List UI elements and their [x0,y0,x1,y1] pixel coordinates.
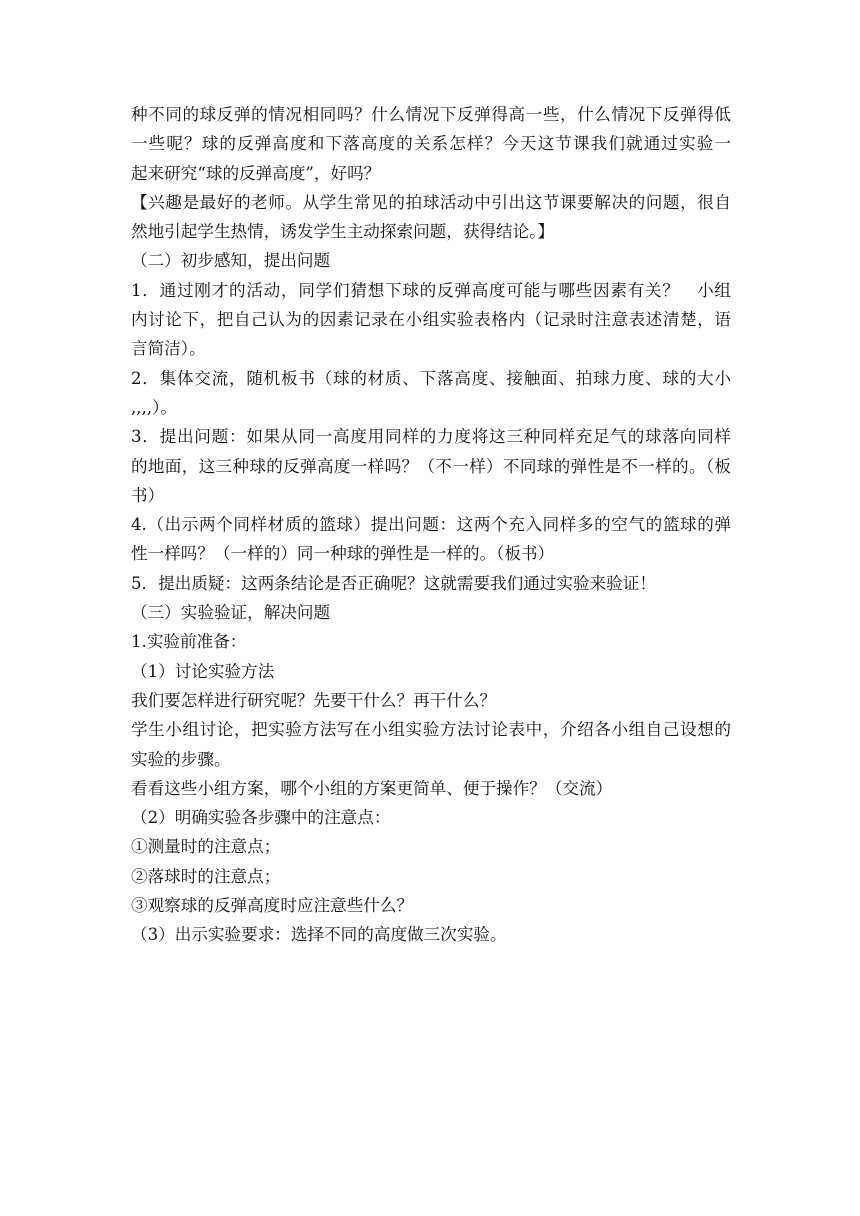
paragraph-line: ,,,,）。 [131,397,177,417]
paragraph-line: 我们要怎样进行研究呢？先要干什么？再干什么？ [131,690,497,710]
paragraph-line: 性一样吗？（一样的）同一种球的弹性是一样的。（板书） [131,544,555,564]
sub-heading: （3）出示实验要求：选择不同的高度做三次实验。 [131,925,507,945]
numbered-item: 5．提出质疑：这两条结论是否正确呢？这就需要我们通过实验来验证！ [131,573,656,593]
numbered-item: 1.实验前准备： [131,632,247,652]
numbered-item: 3．提出问题：如果从同一高度用同样的力度将这三种同样充足气的球落向同样 [131,427,731,447]
numbered-item: 2．集体交流，随机板书（球的材质、下落高度、接触面、拍球力度、球的大小 [131,368,731,388]
commentary-line: 【兴趣是最好的老师。从学生常见的拍球活动中引出这节课要解决的问题，很自 [131,192,731,212]
paragraph-line: 种不同的球反弹的情况相同吗？什么情况下反弹得高一些，什么情况下反弹得低 [131,105,731,124]
sub-heading: （1）讨论实验方法 [131,661,275,681]
numbered-item: 4.（出示两个同样材质的篮球）提出问题：这两个充入同样多的空气的篮球的弹 [131,515,731,535]
section-heading: （三）实验验证，解决问题 [131,603,331,623]
list-item: ③观察球的反弹高度时应注意些什么？ [131,896,414,916]
paragraph-line: 言简洁）。 [131,339,206,359]
numbered-item: 1．通过刚才的活动，同学们猜想下球的反弹高度可能与哪些因素有关？ 小组 [131,280,731,300]
document-page [131,100,731,950]
list-item: ①测量时的注意点； [131,837,281,857]
paragraph-line: 学生小组讨论，把实验方法写在小组实验方法讨论表中，介绍各小组自己设想的 [131,720,731,740]
paragraph-line: 书） [131,485,165,505]
section-heading: （二）初步感知，提出问题 [131,251,331,271]
list-item: ②落球时的注意点； [131,866,281,886]
paragraph-line: 起来研究“球的反弹高度”，好吗？ [131,163,381,183]
paragraph-line: 看看这些小组方案，哪个小组的方案更简单、便于操作？（交流） [131,778,613,798]
paragraph-line: 内讨论下，把自己认为的因素记录在小组实验表格内（记录时注意表述清楚，语 [131,310,731,330]
commentary-line: 然地引起学生热情，诱发学生主动探索问题，获得结论。】 [131,222,555,242]
paragraph-line: 实验的步骤。 [131,749,231,769]
sub-heading: （2）明确实验各步骤中的注意点： [131,808,391,828]
paragraph-line: 的地面，这三种球的反弹高度一样吗？（不一样）不同球的弹性是不一样的。（板 [131,456,731,476]
paragraph-line: 一些呢？球的反弹高度和下落高度的关系怎样？今天这节课我们就通过实验一 [131,134,731,154]
